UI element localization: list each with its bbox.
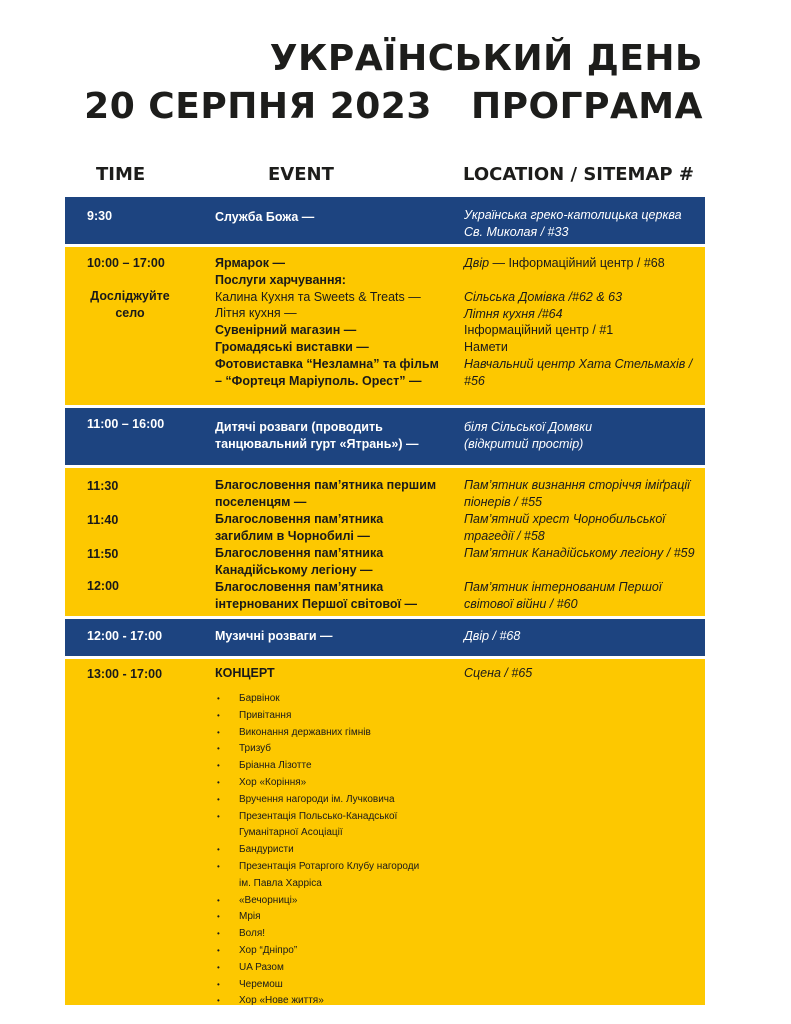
list-item: • Хор «Нове життя» [215,993,419,1010]
event-line: Літня кухня — [215,306,297,321]
row-time: 11:40 [87,513,119,527]
location-line: Двір — Інформаційний центр / #68 [464,256,665,270]
row-event: КОНЦЕРТ [215,666,275,680]
row-location: Двір / #68 [464,629,521,643]
row-time: 9:30 [87,209,113,223]
list-item: • Вручення нагороди ім. Лучковича [215,792,419,809]
row-event: Благословення пам’ятника інтернованих Першої світової — [215,580,418,611]
list-item: • Воля! [215,926,419,943]
location-line: (відкритий простір) [464,436,584,451]
location-line: Намети [464,340,508,355]
program-table [65,197,705,1005]
list-item: • Хор “Дніпро” [215,943,419,960]
row-events [215,255,443,389]
list-item: • UA Разом [215,960,419,977]
row-location: Сцена / #65 [464,666,533,680]
row-location: Пам’ятник інтернованим Першої світової війни / #60 [464,580,662,611]
row-time: 12:00 [87,579,119,593]
list-item: • Привітання [215,708,419,725]
row-location: Пам’ятний хрест Чорнобильської трагедії / #58 [464,512,666,543]
table-row [65,197,705,244]
row-event: Благословення пам’ятника першим поселенцям — [215,478,437,509]
table-row [65,619,705,656]
row-locations [464,255,704,390]
list-item: • Презентація Польсько-Канадської [215,809,419,826]
list-item: • Барвінок [215,691,419,708]
row-location: Пам’ятник визнання сторіччя іміґрації піонерів / #55 [464,478,690,509]
list-item: • Мрія [215,909,419,926]
list-item: • «Вечорниці» [215,893,419,910]
location-line: Св. Миколая / #33 [464,224,569,239]
location-line: Українська греко-католицька церква [464,208,682,222]
table-row [65,659,705,1005]
row-time: 12:00 - 17:00 [87,629,163,643]
column-header-time: TIME [96,164,146,185]
event-line: Громадяські виставки — [215,339,369,354]
concert-program-list [215,691,419,1010]
location-line: біля Сільської Домвки [464,420,593,434]
row-event: Служба Божа — [215,210,315,224]
list-item-continuation: Гуманітарної Асоціації [239,827,343,839]
row-time: 10:00 – 17:00 [87,256,165,270]
row-time: 11:30 [87,479,119,493]
location-line: Сільська Домівка /#62 & 63 [464,289,623,304]
event-line: Послуги харчування: [215,272,346,287]
row-time: 13:00 - 17:00 [87,667,163,681]
event-line: Сувенірний магазин — [215,323,357,338]
list-item-continuation: ім. Павла Харріса [239,877,322,889]
title-line-1: УКРАЇНСЬКИЙ ДЕНЬ [269,38,703,79]
row-event: Благословення пам’ятника загиблим в Чорнобилі — [215,512,384,543]
row-location [464,207,704,241]
column-header-location: LOCATION / SITEMAP # [463,164,694,185]
table-row [65,468,705,616]
table-row [65,408,705,465]
event-line: Калина Кухня та Sweets & Treats — [215,289,421,304]
row-event: Благословення пам’ятника Канадійському легіону — [215,546,384,577]
row-time-note: Досліджуйте село [90,289,170,320]
row-event: Дитячі розваги (проводить танцювальний гурт «Ятрань») — [215,420,419,451]
list-item: • Черемош [215,977,419,994]
row-time: 11:00 – 16:00 [87,417,165,431]
list-item: • Хор «Коріння» [215,775,419,792]
row-location: Пам’ятник Канадійському легіону / #59 [464,546,695,560]
list-item: • Тризуб [215,741,419,758]
list-item: • Виконання державних гімнів [215,725,419,742]
location-line: Навчальний центр Хата Стельмахів / #56 [464,356,693,388]
location-line: Літня кухня /#64 [464,306,563,321]
event-line: Фотовиставка “Незламна” та фільм – “Фортеця Маріуполь. Орест” — [215,356,439,388]
table-row [65,247,705,405]
list-item: • Бріанна Лізотте [215,758,419,775]
location-line: Інформаційний центр / #1 [464,323,614,338]
title-line-2: 20 СЕРПНЯ 2023 ПРОГРАМА [84,86,703,127]
list-item: • Бандуристи [215,842,419,859]
row-event: Музичні розваги — [215,629,333,643]
row-time: 11:50 [87,547,119,561]
row-location [464,419,704,453]
column-header-event: EVENT [268,164,334,185]
event-line: Ярмарок — [215,256,285,270]
list-item: • Презентація Ротаргого Клубу нагороди [215,859,419,876]
